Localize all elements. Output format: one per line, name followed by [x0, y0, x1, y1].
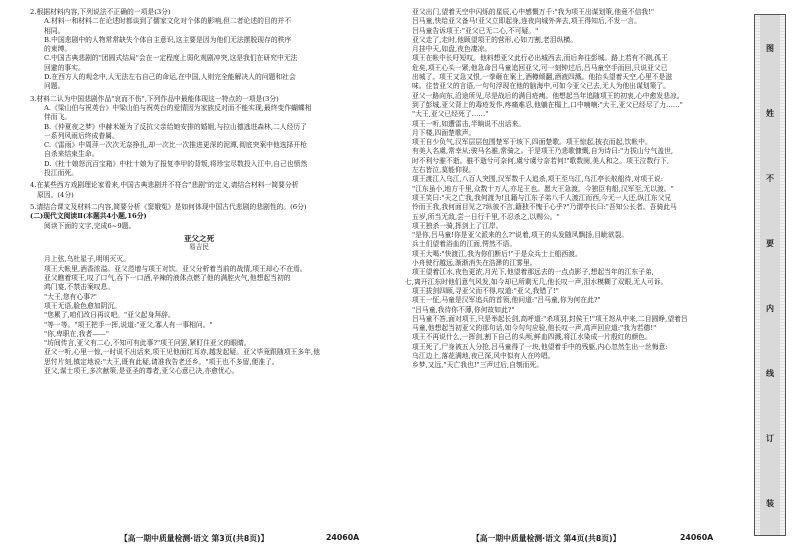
text-line: 项王在帐中长吁短叹。他料想亚父此行必出城西去,而后奔往彭城。路上若有不测,孤王: [412, 54, 668, 63]
text-line: 的束缚。: [44, 45, 72, 54]
text-line: 乌江边上,落花满地,夜已深,风中似有人在吟唱。: [412, 351, 555, 360]
text-line: 4.在某些西方戏剧理论家看来,中国古典悲剧并不符合"悲剧"的定义,请结合材料一简要分析: [30, 181, 299, 190]
text-line: C.中国古典悲剧的"团圆式结局"会在一定程度上弱化观剧冲突,这是我们在研究中无法: [44, 54, 298, 63]
text-line: A.材料一和材料二在论述时都谈到了儒家文化对个体的影响,但二者论述的目的并不: [44, 17, 292, 26]
text-line: 亚父走了,走时,他顾望项王的营形,心如刀割,老泪纵横。: [412, 35, 577, 44]
text-line: "坊间传言,亚父有二心,不知可有此事?"项王问罢,紧盯住亚父的眼睛。: [44, 339, 251, 348]
binding-margin-glyph: 要: [765, 238, 775, 247]
text-line: 乡梦,又远,"天亡我也!"三声过后,自刎而死。: [412, 361, 544, 370]
text-line: 亚父出门,望着天空中闪烁的星辰,心中感慨万千:"我为项王出谋划策,他竟不信我!": [412, 8, 655, 16]
text-line: 问题。: [44, 82, 65, 91]
text-line: "等一等。"项王把手一挥,说道:"亚父,寡人有一事相问。": [44, 320, 213, 329]
text-line: 项王一听,如遭雷击,半晌说不出话来。: [412, 119, 526, 128]
text-line: "是你,吕马童!你是亚父派来的么?"说着,项王的头发随风飘扬,目眦欲裂。: [412, 231, 629, 240]
text-line: 亚父,谋士项王,多次献策,是亚圣的尊者,亚父心意已决,亦愈忧心。: [44, 366, 239, 375]
text-line: 项王一怔,马童是汉军追兵的首领,他问道:"吕马童,你为何在此?": [412, 296, 601, 305]
page-3-footer: [120, 533, 360, 544]
text-line: (二)现代文阅读Ⅱ(本题共4小题,16分): [30, 212, 147, 221]
text-line: A.《梁山伯与祝英台》中梁山伯与祝英台的爱情因为家族反对而不能实现,最终变作蝴蝶相: [44, 103, 312, 112]
text-line: 五岁,所当无敌,尝一日行千里,不忍杀之,以赐公。": [412, 212, 560, 221]
text-line: 有美人名虞,常幸从;骏马名骓,常骑之。于是项王乃悲歌慷慨,自为诗曰:"力拔山兮气盖世,: [412, 147, 674, 156]
binding-margin-glyph: 内: [765, 303, 775, 312]
binding-margin-glyph: 姓: [765, 108, 775, 117]
text-line: 吕马童,快给亚父备马!亚父立即起身,连夜向城外奔去,项王得知后,不发一言。: [412, 17, 641, 26]
text-line: 月下楼,四面楚歌声。: [412, 128, 476, 137]
text-line: 阅读下面的文字,完成6~9题。: [44, 221, 136, 230]
text-line: 项王大喝:"快渡江,我为你们断后!"于是众兵士上船西渡。: [412, 249, 582, 258]
text-line: 原因。(4分): [37, 190, 74, 199]
page-4-footer: [472, 533, 714, 544]
text-line: 项王笑曰:"天之亡我,我何渡为!且籍与江东子弟八千人渡江而西,今无一人还,纵江东父兄: [412, 193, 672, 202]
text-line: 相同。: [44, 26, 65, 35]
binding-margin-glyphs: [760, 15, 780, 535]
page-3-column: [30, 8, 368, 376]
text-line: 伴而飞。: [44, 113, 72, 122]
page-3-footer-text: 【高一期中质量检测·语文 第3页(共8页)】: [120, 534, 269, 543]
text-line: 小舟驶行越远,渐渐消失在浩渺的江雾里。: [412, 259, 537, 268]
text-line: 项王独杀一骑,挥剑上了江岸。: [412, 221, 503, 230]
page-4-paper-code: 24060A: [680, 533, 714, 542]
text-line: 亚父一听,心里一惊,一时说不出话来,项王见他面红耳赤,越发起疑。亚父毕竟跟随项王多年,他: [44, 348, 320, 357]
text-line: 项王无语,脸色愈加阴沉。: [44, 301, 121, 310]
text-line: 亚父一路向东,沿途所见,尽是战后的满目疮痍。他想起当年追随项王的初衷,心中愈发悲凉。: [412, 91, 684, 100]
text-line: 到了彭城,亚父背上的毒疮发作,疼痛难忍,他躺在榻上,口中喃喃:"大王,亚父已经尽了力……": [412, 100, 683, 109]
text-line: 出城了。项王又急又恨,一拳砸在案上,酒樽倾翻,酒液四溅。他抬头望着天空,心里不是滋: [412, 73, 673, 82]
text-line: 项王不再说什么,一挥剑,割下自己的头颅,鲜血四溅,将江水染成一片殷红的颜色。: [412, 333, 652, 342]
binding-margin-glyph: 订: [765, 433, 775, 442]
binding-margin-glyph: 不: [765, 173, 775, 182]
text-line: 项王死了,尸身被五人分抢,吕马童得了一块,他望着手中的残躯,内心忽然生出一丝悔意:: [412, 342, 668, 351]
text-line: "大王,亚父已经死了……": [412, 110, 489, 119]
binding-margin-glyph: 图: [765, 43, 775, 52]
text-line: 5.请结合课文及材料二内容,简要分析《窦娥冤》是如何体现中国古代悲剧的悲剧性的。(6分): [30, 202, 307, 211]
text-line: B.中国悲剧中的人物常常缺失个体自主意识,这主要是因为他们无法摆脱现存的秩序: [44, 35, 292, 44]
page-4-footer-text: 【高一期中质量检测·语文 第4页(共8页)】: [472, 534, 621, 543]
text-line: 一系列风雨后终成眷属。: [44, 131, 119, 140]
text-line: 2.根据材料内容,下列说法不正确的一项是(3分): [30, 8, 171, 16]
text-line: "大王,您有心事?": [44, 292, 97, 301]
text-line: 项王自少负气,汉军层层包围楚军于垓下,四面楚歌。项王惊起,披衣而起,饮帐中。: [412, 138, 652, 147]
text-line: D.《杜十娘怒沉百宝箱》中杜十娘为了报复李甲的背叛,将珍宝尽数投入江中,自己也愤然: [44, 159, 308, 168]
text-line: 怜而王我,我何面目见之?纵彼不言,籍独不愧于心乎?"乃谓亭长曰:"吾知公长者。吾骑此马: [412, 203, 677, 212]
text-line: "吕马童,我待你不薄,你何故如此?": [412, 305, 515, 314]
text-line: 投江而死。: [44, 169, 78, 178]
text-line: 危矣,项王心头一紧,他急命吕马童追回亚父,可一刻钟过后,吕马童空手而回,只说亚父已: [412, 63, 668, 72]
text-line: 吕马童不答,面对项王,只是举起长剑,高呼道:"杀项羽,封侯王!"项王怒从中来,二目圆睁,望着吕: [412, 314, 688, 323]
text-line: D.在西方人的观念中,人无法左右自己的命运,在中国,人则完全能解决人的问题和社会: [44, 73, 296, 82]
binding-margin: [754, 14, 786, 536]
text-line: 3.材料二认为中国悲剧作品"哀而不伤",下列作品中最能体现这一特点的一项是(3分): [30, 94, 279, 103]
text-line: 味。往昔亚父的言语,一句句浮现在他的脑海中,可如今亚父已去,无人为他出谋划策了。: [412, 82, 670, 91]
text-line: 七,离开江东时他们意气风发,如今却已所剩无几,他长叹一声,泪水模糊了双眼,无人可诉。: [405, 277, 668, 286]
text-line: 月上弦,乌杜星子,明明灭灭。: [44, 255, 130, 264]
page-3-paper-code: 24060A: [326, 533, 360, 542]
text-line: "江东虽小,地方千里,众数十万人,亦足王也。愿大王急渡。今独臣有船,汉军至,无以渡。": [412, 184, 674, 193]
passage-author: 易吉民: [189, 243, 209, 252]
text-line: 项王渡江入乌江,八百人突围,汉军数千人追杀,项王至乌江,乌江亭长舣船待,对项王说:: [412, 175, 663, 184]
page-4-column: [398, 8, 738, 371]
text-line: 鸿门宴,不禁击案叹息。: [44, 283, 115, 292]
text-line: 项王望着江水,夜色更浓,月光下,他望着那远去的一点点影子,想起当年的江东子弟,: [412, 268, 654, 277]
binding-margin-glyph: 装: [765, 498, 775, 507]
text-line: 自杀来结束生命。: [44, 150, 99, 159]
text-line: 时不利兮骓不逝。骓不逝兮可奈何,虞兮虞兮奈若何!"歌数阕,美人和之。项王泣数行下,: [412, 156, 670, 165]
passage-title: 亚父之死: [183, 233, 215, 243]
text-line: 左右皆泣,莫能仰视。: [412, 166, 476, 175]
text-line: C.《雷雨》中周萍一次次无奈挣扎,却一次比一次推进更深的泥潭,彻底突案中他选择开枪: [44, 141, 307, 150]
text-line: 亚父瞧着项王,叹了口气,吞下一口酒,辛辣的液体点燃了他的满腔火气,他想起当初的: [44, 274, 291, 283]
text-line: 回避的事实。: [44, 63, 85, 72]
text-line: "您累了,咱们改日再议吧。"亚父起身拜辞。: [44, 311, 175, 320]
text-line: 月挂中天,如盘,夜色凄凉。: [412, 45, 492, 54]
text-line: 项王拔剑四顾,寻亚父而不得,叹道:"亚父,我错了!": [412, 286, 559, 295]
text-line: 马童,他想起当初亚父的那句话,如今句句应验,他长叹一声,高声回应道:"我为若德!": [412, 324, 657, 333]
text-line: 项王大帐里,酒香浓溢。亚父范增与项王对饮。亚父分析着当前的战情,项王却心不在焉。: [44, 264, 307, 273]
text-line: 兵士们望着浴血的江面,愕然不语。: [412, 240, 517, 249]
text-line: 吕马童告诉项王:"亚父已无二心,不可疑。": [412, 26, 539, 35]
text-line: B.《仲夏夜之梦》中赫米娅为了反抗父亲给她安排的婚姻,与拉山德逃进森林,二人经历了: [44, 122, 307, 131]
binding-margin-glyph: 线: [765, 368, 775, 377]
text-line: 思忖片刻,镇定地说:"大王,既有此疑,请准我告老还乡。"项王也不多留,便准了。: [44, 357, 279, 366]
text-line: "你,卑职在,我者——": [44, 329, 109, 338]
